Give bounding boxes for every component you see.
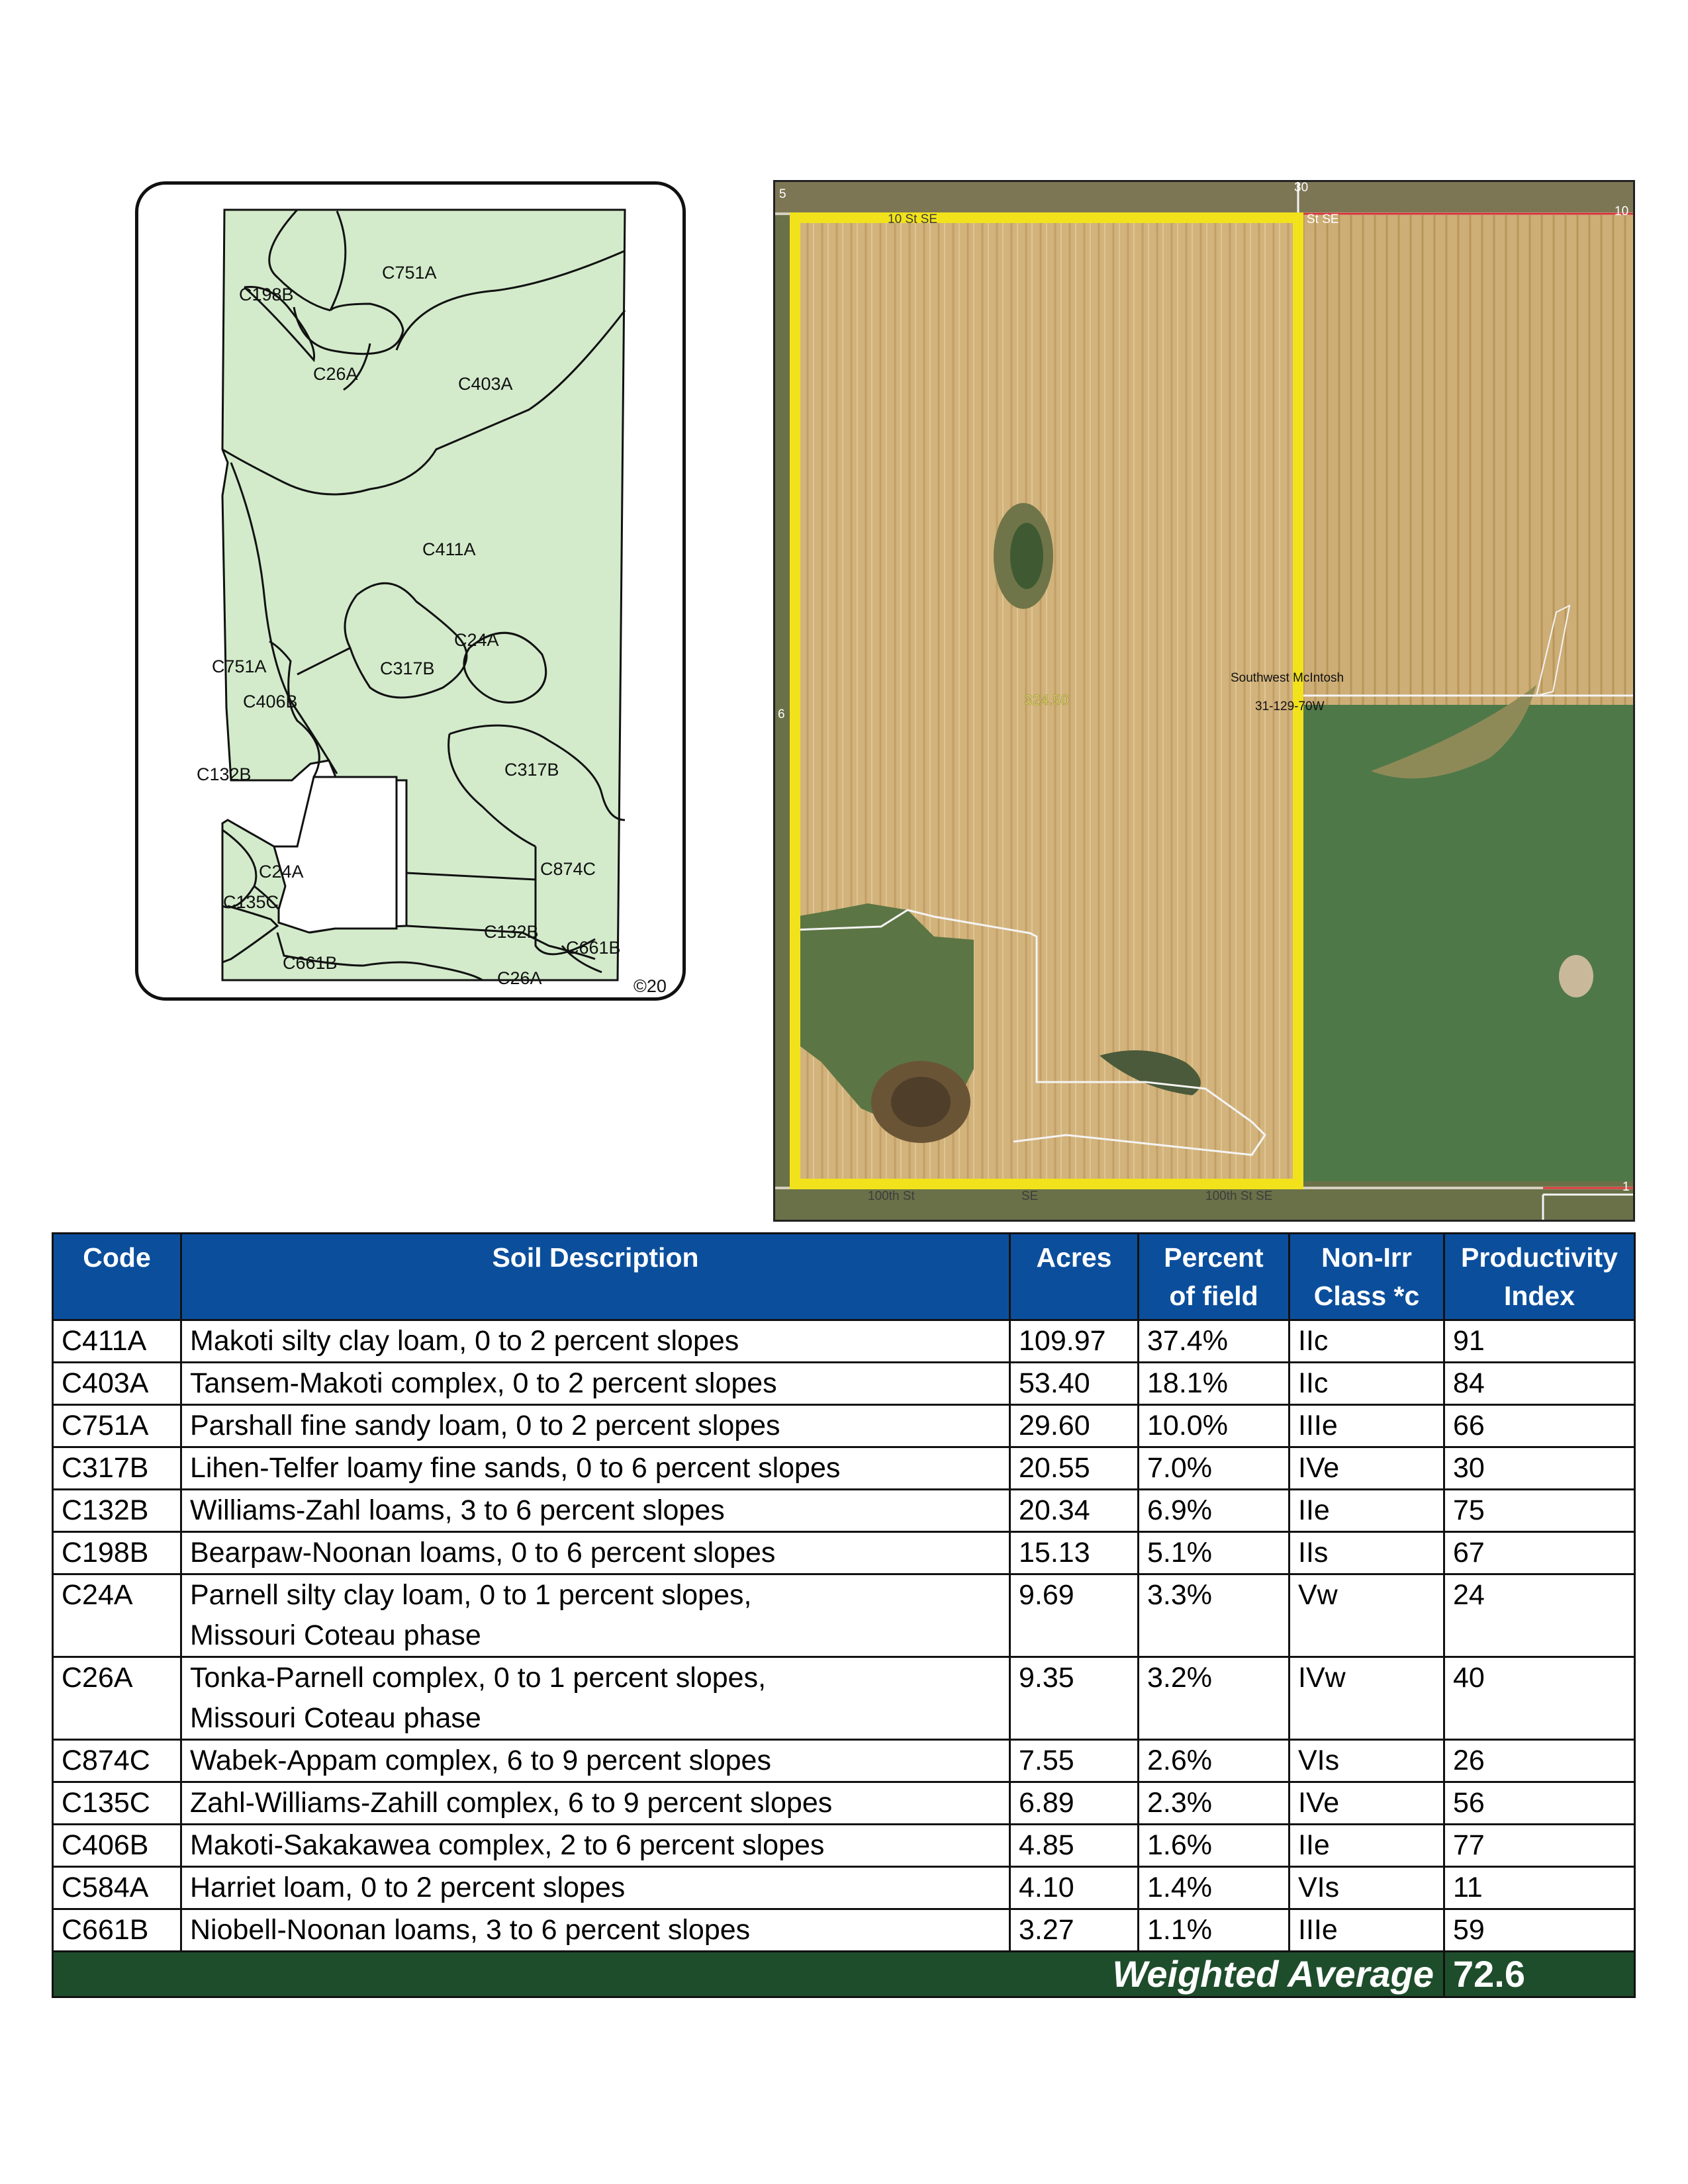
cell-percent: 1.6% — [1139, 1825, 1289, 1867]
cell-productivity: 91 — [1444, 1320, 1635, 1363]
soil-table — [52, 1232, 1636, 1998]
table-header-row — [53, 1234, 1635, 1320]
road-label: 1 — [1622, 1180, 1630, 1194]
cell-class: IIe — [1289, 1825, 1444, 1867]
table-row — [53, 1909, 1635, 1952]
cell-class: Vw — [1289, 1574, 1444, 1657]
header-acres: Acres — [1010, 1234, 1139, 1320]
cell-description: Makoti-Sakakawea complex, 2 to 6 percent slopes — [181, 1825, 1010, 1867]
cell-acres: 9.35 — [1010, 1657, 1139, 1740]
green-field-spot — [1559, 955, 1593, 997]
cell-code: C24A — [53, 1574, 181, 1657]
cell-description: Parnell silty clay loam, 0 to 1 percent slopes, Missouri Coteau phase — [181, 1574, 1010, 1657]
table-row — [53, 1782, 1635, 1825]
cell-productivity: 30 — [1444, 1447, 1635, 1490]
field-pothole-center — [1010, 523, 1043, 589]
cell-class: VIs — [1289, 1867, 1444, 1909]
right-field — [1298, 215, 1633, 705]
aerial-photo-panel — [773, 180, 1635, 1222]
road-label: SE — [1021, 1189, 1039, 1203]
soil-label: C135C — [223, 892, 279, 912]
aerial-map — [775, 182, 1633, 1220]
cell-description: Wabek-Appam complex, 6 to 9 percent slopes — [181, 1740, 1010, 1782]
table-row — [53, 1405, 1635, 1447]
road-label: 10 — [1615, 205, 1629, 218]
cell-acres: 3.27 — [1010, 1909, 1139, 1952]
cell-acres: 4.10 — [1010, 1867, 1139, 1909]
road-label: 5 — [779, 187, 786, 201]
cell-percent: 7.0% — [1139, 1447, 1289, 1490]
cell-code: C26A — [53, 1657, 181, 1740]
cell-acres: 20.34 — [1010, 1490, 1139, 1532]
table-row — [53, 1490, 1635, 1532]
cell-class: IIe — [1289, 1490, 1444, 1532]
cell-description: Tansem-Makoti complex, 0 to 2 percent slopes — [181, 1363, 1010, 1405]
land-strip — [775, 182, 1633, 215]
green-field — [1298, 705, 1633, 1181]
cell-class: IVe — [1289, 1447, 1444, 1490]
soil-label: C132B — [484, 922, 539, 942]
soil-label: C403A — [458, 374, 513, 394]
cell-description: Zahl-Williams-Zahill complex, 6 to 9 percent slopes — [181, 1782, 1010, 1825]
cell-code: C874C — [53, 1740, 181, 1782]
cell-class: VIs — [1289, 1740, 1444, 1782]
road-label: 10 St SE — [888, 212, 937, 226]
road-label: St SE — [1307, 212, 1339, 226]
cell-percent: 1.4% — [1139, 1867, 1289, 1909]
cell-percent: 6.9% — [1139, 1490, 1289, 1532]
header-class: Non-Irr Class *c — [1289, 1234, 1444, 1320]
road-label: 30 — [1294, 182, 1309, 195]
cell-code: C198B — [53, 1532, 181, 1574]
cell-productivity: 56 — [1444, 1782, 1635, 1825]
table-row — [53, 1740, 1635, 1782]
cell-description: Harriet loam, 0 to 2 percent slopes — [181, 1867, 1010, 1909]
cell-percent: 3.2% — [1139, 1657, 1289, 1740]
soil-label: C26A — [497, 968, 542, 988]
table-row — [53, 1825, 1635, 1867]
soil-label: C317B — [380, 659, 435, 678]
soil-label: C198B — [239, 285, 294, 304]
cell-percent: 37.4% — [1139, 1320, 1289, 1363]
cell-class: IVe — [1289, 1782, 1444, 1825]
cell-code: C132B — [53, 1490, 181, 1532]
cell-acres: 6.89 — [1010, 1782, 1139, 1825]
soil-label: C317B — [504, 760, 559, 780]
cell-acres: 29.60 — [1010, 1405, 1139, 1447]
cell-acres: 53.40 — [1010, 1363, 1139, 1405]
cell-percent: 18.1% — [1139, 1363, 1289, 1405]
cell-code: C403A — [53, 1363, 181, 1405]
cell-code: C661B — [53, 1909, 181, 1952]
acreage-label: 324.50 — [1024, 692, 1069, 708]
cell-percent: 1.1% — [1139, 1909, 1289, 1952]
cell-description: Lihen-Telfer loamy fine sands, 0 to 6 percent slopes — [181, 1447, 1010, 1490]
soil-map-panel — [135, 181, 686, 1001]
soil-label: C661B — [566, 938, 621, 958]
cell-productivity: 67 — [1444, 1532, 1635, 1574]
soil-label: C411A — [422, 539, 476, 559]
table-row — [53, 1447, 1635, 1490]
cell-acres: 20.55 — [1010, 1447, 1139, 1490]
cell-percent: 2.6% — [1139, 1740, 1289, 1782]
cell-description: Niobell-Noonan loams, 3 to 6 percent slopes — [181, 1909, 1010, 1952]
cell-acres: 4.85 — [1010, 1825, 1139, 1867]
soil-label: C874C — [540, 859, 596, 879]
cell-code: C406B — [53, 1825, 181, 1867]
table-row — [53, 1657, 1635, 1740]
soil-label: C751A — [212, 657, 267, 676]
table-row — [53, 1867, 1635, 1909]
soil-cutout-nonfield — [274, 777, 397, 933]
soil-label: C406B — [243, 692, 298, 711]
cell-class: IIc — [1289, 1320, 1444, 1363]
table-row — [53, 1574, 1635, 1657]
cell-code: C584A — [53, 1867, 181, 1909]
cell-class: IIIe — [1289, 1405, 1444, 1447]
soil-label: C24A — [259, 862, 304, 882]
header-percent: Percent of field — [1139, 1234, 1289, 1320]
soil-label: C132B — [197, 764, 252, 784]
cell-description: Williams-Zahl loams, 3 to 6 percent slopes — [181, 1490, 1010, 1532]
cell-acres: 109.97 — [1010, 1320, 1139, 1363]
table-row — [53, 1363, 1635, 1405]
cell-class: IIs — [1289, 1532, 1444, 1574]
cell-productivity: 59 — [1444, 1909, 1635, 1952]
header-description: Soil Description — [181, 1234, 1010, 1320]
soil-label: C751A — [382, 263, 437, 283]
cell-acres: 9.69 — [1010, 1574, 1139, 1657]
road-label: 100th St SE — [1205, 1189, 1273, 1203]
cell-description: Tonka-Parnell complex, 0 to 1 percent slopes, Missouri Coteau phase — [181, 1657, 1010, 1740]
header-code: Code — [53, 1234, 181, 1320]
weighted-average-value: 72.6 — [1444, 1952, 1635, 1997]
cell-code: C411A — [53, 1320, 181, 1363]
cell-class: IIc — [1289, 1363, 1444, 1405]
cell-acres: 7.55 — [1010, 1740, 1139, 1782]
cell-productivity: 26 — [1444, 1740, 1635, 1782]
copyright-text: ©20 — [633, 976, 667, 996]
cell-description: Parshall fine sandy loam, 0 to 2 percent slopes — [181, 1405, 1010, 1447]
road-label: 100th St — [868, 1189, 915, 1203]
cell-description: Bearpaw-Noonan loams, 0 to 6 percent slopes — [181, 1532, 1010, 1574]
cell-percent: 5.1% — [1139, 1532, 1289, 1574]
cell-productivity: 40 — [1444, 1657, 1635, 1740]
cell-productivity: 84 — [1444, 1363, 1635, 1405]
header-productivity: Productivity Index — [1444, 1234, 1635, 1320]
cell-description: Makoti silty clay loam, 0 to 2 percent slopes — [181, 1320, 1010, 1363]
cell-productivity: 24 — [1444, 1574, 1635, 1657]
road-label: 6 — [778, 707, 785, 721]
weighted-average-row — [53, 1952, 1635, 1997]
cell-acres: 15.13 — [1010, 1532, 1139, 1574]
cell-code: C135C — [53, 1782, 181, 1825]
cell-code: C751A — [53, 1405, 181, 1447]
cell-code: C317B — [53, 1447, 181, 1490]
cell-percent: 10.0% — [1139, 1405, 1289, 1447]
wetland-pond-center — [891, 1077, 951, 1127]
cell-class: IVw — [1289, 1657, 1444, 1740]
table-row — [53, 1532, 1635, 1574]
cell-productivity: 77 — [1444, 1825, 1635, 1867]
plss-label: 31-129-70W — [1255, 700, 1325, 713]
soil-label: C24A — [454, 630, 499, 650]
soil-map — [138, 185, 682, 997]
soil-label: C26A — [313, 364, 358, 384]
cell-productivity: 11 — [1444, 1867, 1635, 1909]
weighted-average-label: Weighted Average — [53, 1952, 1444, 1997]
cell-percent: 3.3% — [1139, 1574, 1289, 1657]
plss-label: Southwest McIntosh — [1231, 671, 1344, 685]
cell-percent: 2.3% — [1139, 1782, 1289, 1825]
cell-productivity: 66 — [1444, 1405, 1635, 1447]
cell-class: IIIe — [1289, 1909, 1444, 1952]
table-row — [53, 1320, 1635, 1363]
cell-productivity: 75 — [1444, 1490, 1635, 1532]
soil-label: C661B — [283, 953, 338, 973]
